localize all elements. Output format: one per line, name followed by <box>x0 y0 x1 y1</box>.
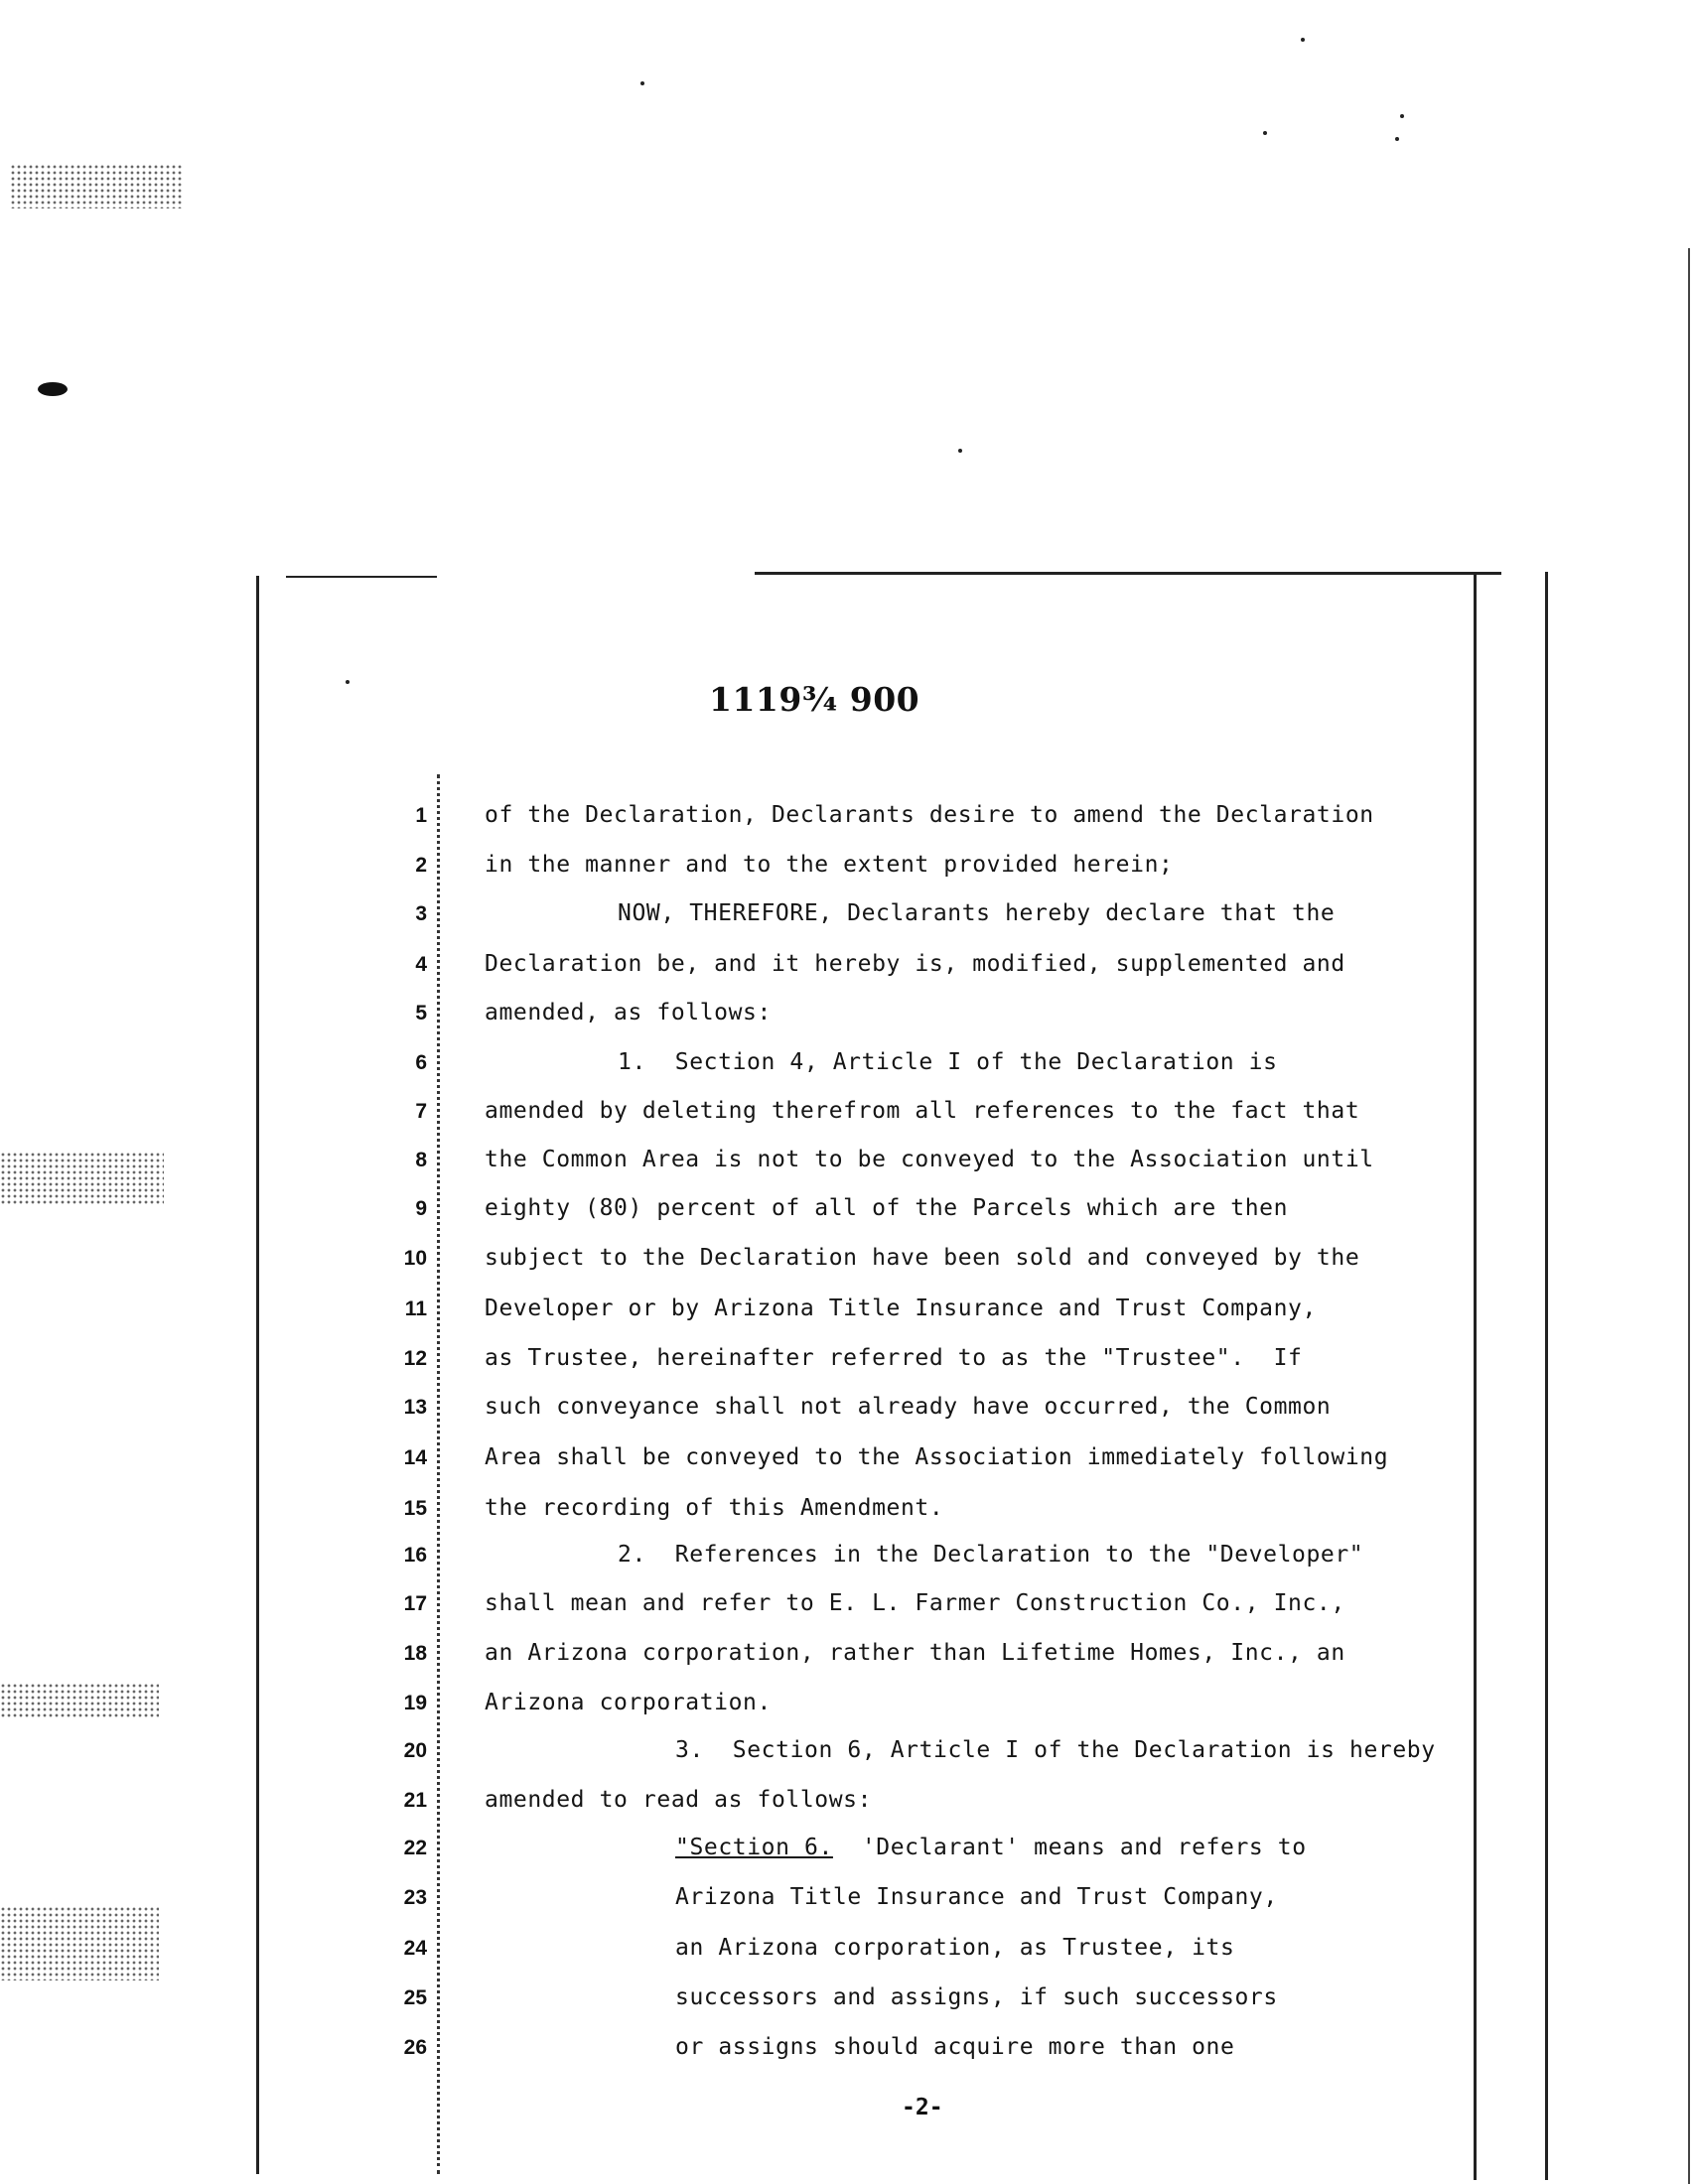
line-text: eighty (80) percent of all of the Parcels which are then <box>485 1195 1289 1221</box>
line-number: 22 <box>403 1837 427 1859</box>
line-number: 19 <box>403 1692 427 1714</box>
text-line <box>485 1444 1388 1470</box>
line-text: NOW, THEREFORE, Declarants hereby declare that the <box>618 900 1336 926</box>
line-number: 3 <box>415 902 427 925</box>
line-text: Developer or by Arizona Title Insurance and Trust Company, <box>485 1296 1317 1321</box>
line-text: Arizona corporation. <box>485 1690 772 1715</box>
line-text: subject to the Declaration have been sold and conveyed by the <box>485 1245 1360 1271</box>
text-line <box>485 852 1173 878</box>
text-line <box>485 1000 772 1025</box>
line-number: 16 <box>403 1544 427 1567</box>
line-number: 5 <box>415 1002 427 1024</box>
text-line <box>485 1195 1288 1221</box>
line-text: amended to read as follows: <box>485 1787 873 1813</box>
line-text: or assigns should acquire more than one <box>675 2034 1235 2060</box>
text-line <box>675 2034 1234 2060</box>
frame-line <box>1688 248 1690 2184</box>
line-text: amended by deleting therefrom all references to the fact that <box>485 1098 1360 1124</box>
line-number: 2 <box>415 854 427 877</box>
scan-artifact <box>0 1683 159 1717</box>
text-line <box>485 1296 1317 1321</box>
line-number: 10 <box>403 1247 427 1270</box>
line-text: 1. Section 4, Article I of the Declaration is <box>618 1049 1278 1075</box>
scan-artifact <box>1263 131 1267 135</box>
text-line <box>485 1690 772 1715</box>
line-number: 14 <box>403 1446 427 1469</box>
frame-line <box>286 576 437 578</box>
line-number: 26 <box>403 2036 427 2059</box>
line-number: 7 <box>415 1100 427 1123</box>
text-line <box>618 1049 1278 1075</box>
scan-artifact <box>38 382 68 396</box>
line-text: Arizona Title Insurance and Trust Company, <box>675 1884 1278 1910</box>
scan-artifact <box>640 81 644 85</box>
text-line <box>485 1590 1345 1616</box>
line-number: 1 <box>415 804 427 827</box>
frame-line <box>755 572 1501 575</box>
text-line <box>485 1787 872 1813</box>
scan-artifact <box>958 449 962 453</box>
text-line <box>485 1640 1345 1666</box>
text-line <box>618 1542 1363 1568</box>
line-text: of the Declaration, Declarants desire to amend the Declaration <box>485 802 1374 828</box>
frame-line <box>256 576 259 2174</box>
scan-artifact <box>1395 137 1399 141</box>
line-text: such conveyance shall not already have occurred, the Common <box>485 1394 1332 1420</box>
text-line <box>618 900 1335 926</box>
scan-artifact <box>1301 38 1305 42</box>
line-number: 24 <box>403 1937 427 1960</box>
line-text: successors and assigns, if such successors <box>675 1984 1278 2010</box>
line-text: the Common Area is not to be conveyed to the Association until <box>485 1147 1374 1172</box>
line-number: 12 <box>403 1347 427 1370</box>
line-text: amended, as follows: <box>485 1000 772 1025</box>
line-text: 2. References in the Declaration to the "Developer" <box>618 1542 1364 1568</box>
line-number: 11 <box>404 1297 427 1320</box>
line-number: 9 <box>415 1197 427 1220</box>
text-line <box>485 1245 1359 1271</box>
frame-line <box>437 774 440 2174</box>
frame-line <box>1545 572 1548 2180</box>
text-line <box>675 1935 1234 1961</box>
page-number: -2- <box>902 2095 943 2120</box>
recording-number: 1119³⁄₄ 900 <box>709 680 920 719</box>
line-number: 13 <box>403 1396 427 1419</box>
line-text: the recording of this Amendment. <box>485 1495 944 1521</box>
scan-artifact <box>1400 114 1404 118</box>
line-number: 20 <box>403 1739 427 1762</box>
line-text: 'Declarant' means and refers to <box>832 1835 1307 1860</box>
line-number: 6 <box>415 1051 427 1074</box>
line-text: as Trustee, hereinafter referred to as the "Trustee". If <box>485 1345 1303 1371</box>
text-line <box>675 1884 1278 1910</box>
line-number: 8 <box>415 1149 427 1171</box>
line-number: 23 <box>403 1886 427 1909</box>
scan-artifact <box>0 1906 159 1980</box>
line-number: 4 <box>415 953 427 976</box>
line-text: 3. Section 6, Article I of the Declaration is hereby <box>675 1737 1436 1763</box>
scan-artifact <box>346 680 350 684</box>
line-number: 17 <box>403 1592 427 1615</box>
line-text: an Arizona corporation, rather than Lifetime Homes, Inc., an <box>485 1640 1345 1666</box>
frame-line <box>1474 572 1477 2180</box>
text-line <box>675 1737 1436 1763</box>
text-line <box>485 1495 943 1521</box>
line-number: 21 <box>403 1789 427 1812</box>
line-text: Area shall be conveyed to the Association immediately following <box>485 1444 1389 1470</box>
text-line <box>485 951 1345 977</box>
text-line <box>485 1394 1331 1420</box>
line-number: 15 <box>403 1497 427 1520</box>
text-line <box>485 1345 1303 1371</box>
text-line <box>675 1984 1278 2010</box>
line-text: an Arizona corporation, as Trustee, its <box>675 1935 1235 1961</box>
line-text: in the manner and to the extent provided herein; <box>485 852 1174 878</box>
line-text: shall mean and refer to E. L. Farmer Construction Co., Inc., <box>485 1590 1345 1616</box>
text-line <box>485 1147 1374 1172</box>
line-number: 25 <box>403 1986 427 2009</box>
line-number: 18 <box>403 1642 427 1665</box>
text-line <box>675 1835 1307 1860</box>
text-line <box>485 802 1374 828</box>
scan-artifact <box>0 1152 164 1206</box>
line-text: Declaration be, and it hereby is, modified, supplemented and <box>485 951 1345 977</box>
section-heading: "Section 6. <box>675 1835 833 1860</box>
text-line <box>485 1098 1359 1124</box>
scan-artifact <box>10 164 184 208</box>
